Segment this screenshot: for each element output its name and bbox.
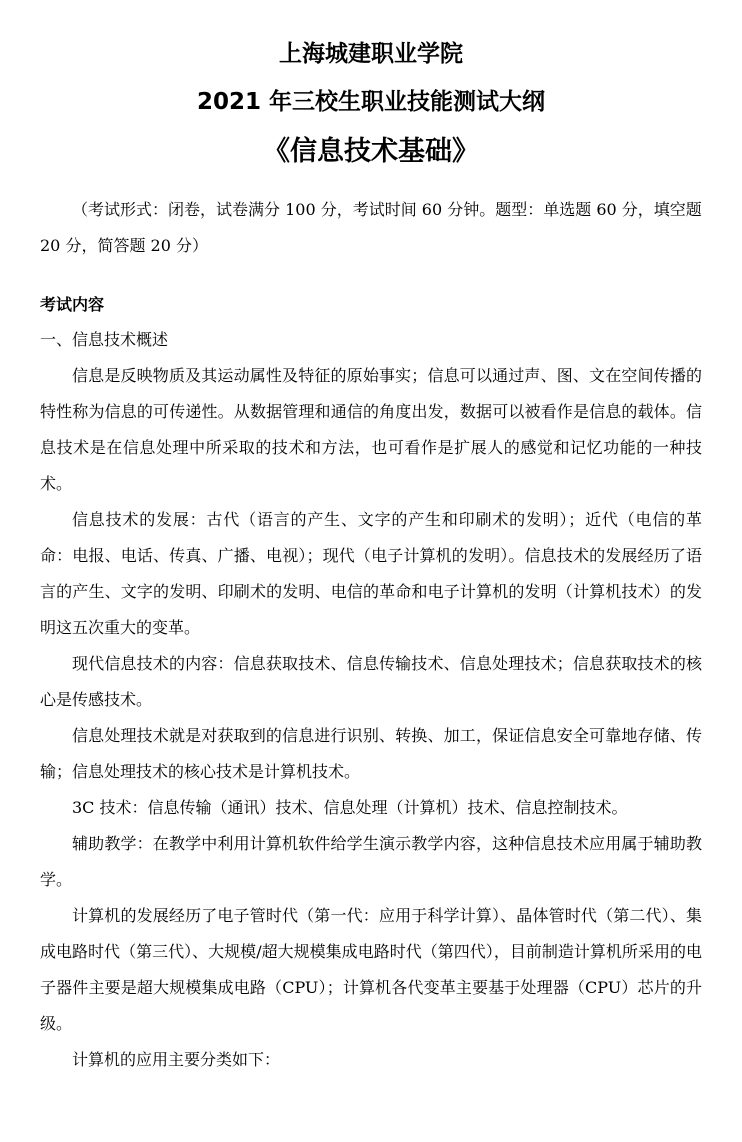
exam-title: 2021 年三校生职业技能测试大纲: [196, 89, 546, 115]
paragraph: 计算机的应用主要分类如下：: [72, 1050, 281, 1069]
school-title: 上海城建职业学院: [279, 41, 463, 67]
paragraph: 信息是反映物质及其运动属性及特征的原始事实；信息可以通过声、图、文在空间传播的特性称为信息的可传递性。从数据管理和通信的角度出发，数据可以被看作是信息的载体。信息技术是在信息处理中所采取的技术和方法，也可看作是扩展人的感觉和记忆功能的一种技术。: [40, 366, 702, 493]
paragraph: 辅助教学：在教学中利用计算机软件给学生演示教学内容，这种信息技术应用属于辅助教学。: [40, 834, 702, 889]
course-title: 《信息技术基础》: [263, 136, 479, 167]
content-heading: 考试内容: [40, 295, 105, 314]
exam-info: （考试形式：闭卷，试卷满分 100 分，考试时间 60 分钟。题型：单选题 60 分，填空题 20 分，简答题 20 分）: [40, 200, 702, 255]
section-heading: 一、信息技术概述: [40, 330, 169, 349]
paragraph: 信息技术的发展：古代（语言的产生、文字的产生和印刷术的发明）；近代（电信的革命：电报、电话、传真、广播、电视）；现代（电子计算机的发明）。信息技术的发展经历了语言的产生、文字的发明、印刷术的发明、电信的革命和电子计算机的发明（计算机技术）的发明这五次重大的变革。: [40, 510, 702, 637]
paragraph: 信息处理技术就是对获取到的信息进行识别、转换、加工，保证信息安全可靠地存储、传输；信息处理技术的核心技术是计算机技术。: [40, 726, 702, 781]
paragraph: 计算机的发展经历了电子管时代（第一代：应用于科学计算）、晶体管时代（第二代）、集成电路时代（第三代）、大规模/超大规模集成电路时代（第四代），目前制造计算机所采用的电子器件主要是超大规模集成电路（CPU）；计算机各代变革主要基于处理器（CPU）芯片的升级。: [40, 906, 702, 1033]
paragraph: 3C 技术：信息传输（通讯）技术、信息处理（计算机）技术、信息控制技术。: [72, 798, 628, 817]
paragraph: 现代信息技术的内容：信息获取技术、信息传输技术、信息处理技术；信息获取技术的核心是传感技术。: [40, 654, 702, 709]
